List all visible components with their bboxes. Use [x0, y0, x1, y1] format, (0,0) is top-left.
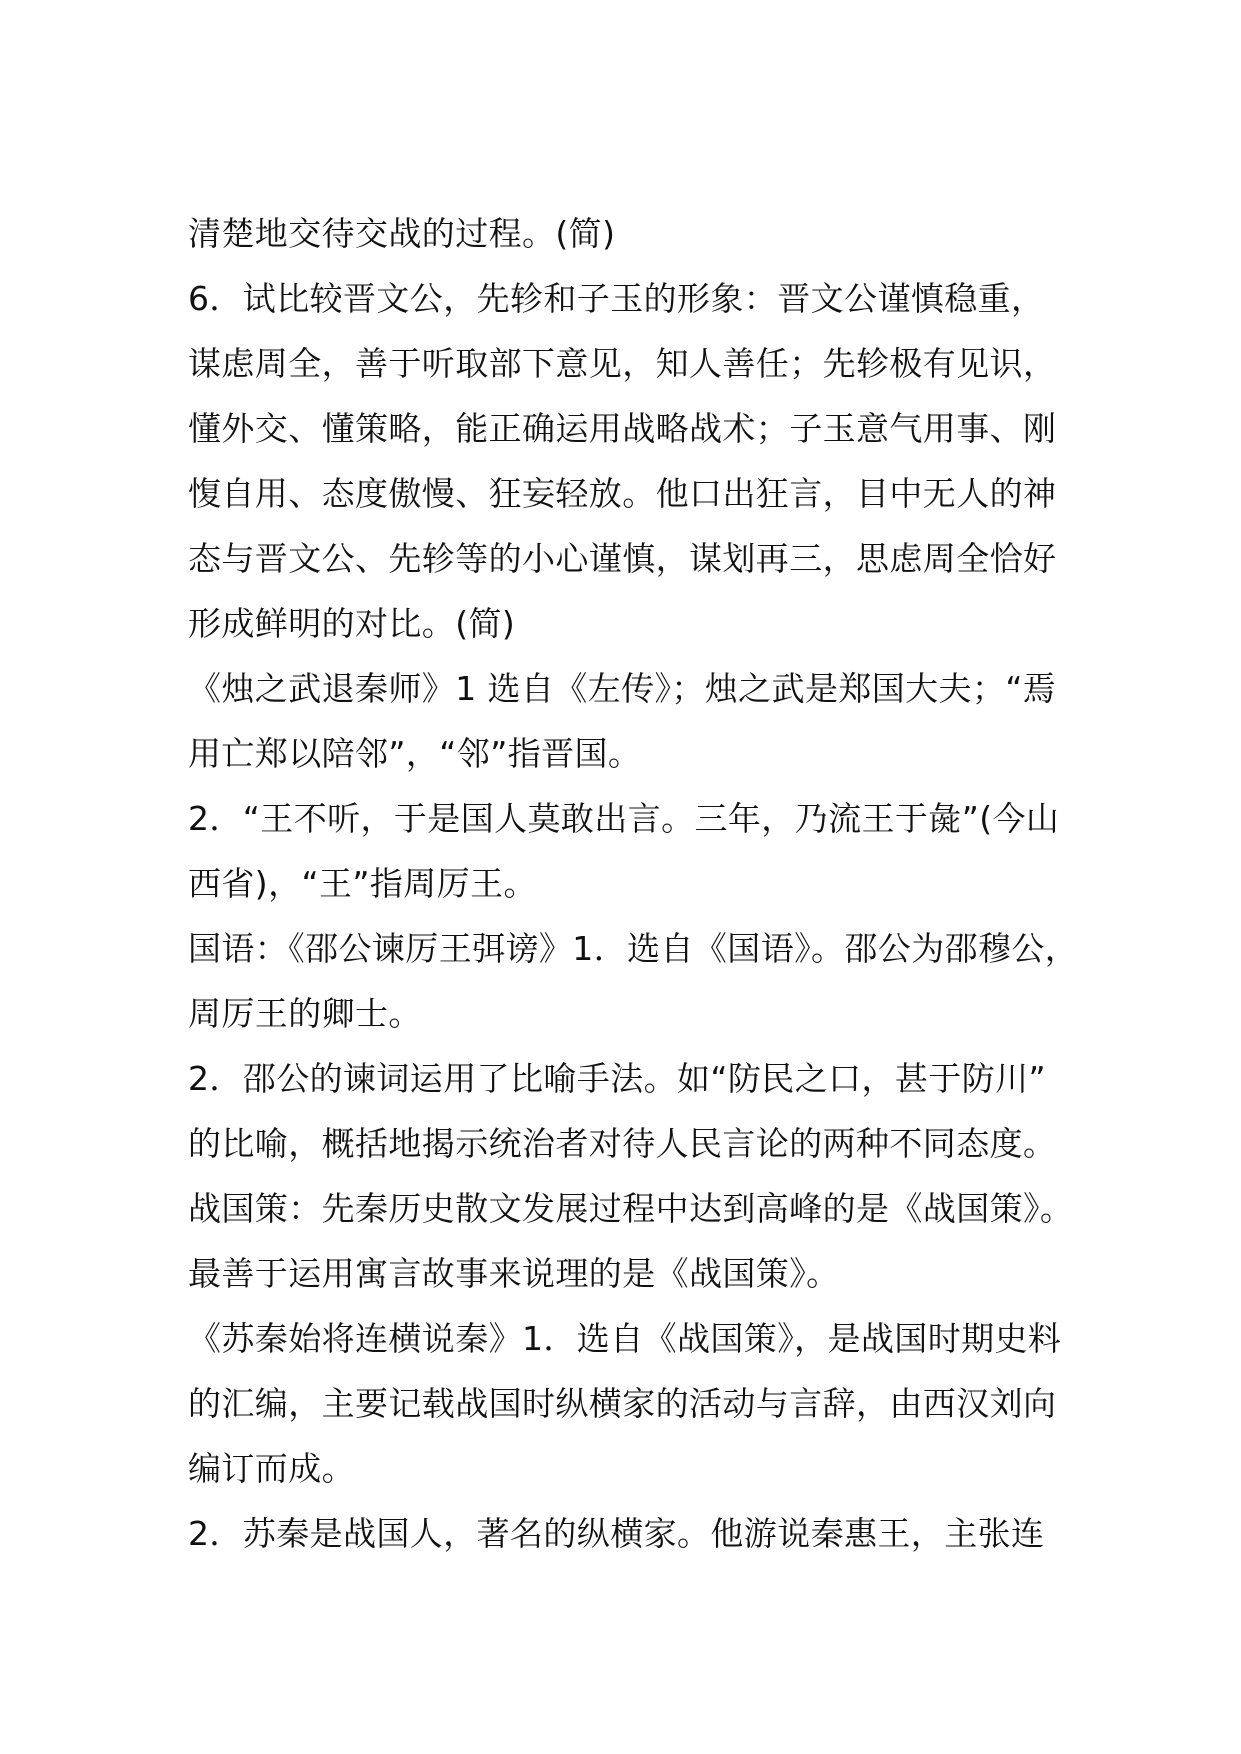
text-line: 周厉王的卿士。: [188, 994, 422, 1033]
text-line: 清楚地交待交战的过程。(简): [188, 214, 616, 253]
text-line: 国语：《邵公谏厉王弭谤》1．选自《国语》。邵公为邵穆公，: [188, 929, 1079, 968]
text-line: 的汇编，主要记载战国时纵横家的活动与言辞，由西汉刘向: [188, 1384, 1057, 1423]
text-line: 编订而成。: [188, 1449, 355, 1488]
text-line: 懂外交、懂策略，能正确运用战略战术；子玉意气用事、刚: [188, 409, 1057, 448]
body-text: [188, 201, 1079, 1566]
text-line: 2．“王不听，于是国人莫敢出言。三年，乃流王于彘”(今山: [188, 799, 1060, 838]
text-line: 最善于运用寓言故事来说理的是《战国策》。: [188, 1254, 840, 1293]
text-line: 《苏秦始将连横说秦》1．选自《战国策》，是战国时期史料: [188, 1319, 1062, 1358]
text-line: 的比喻，概括地揭示统治者对待人民言论的两种不同态度。: [188, 1124, 1057, 1163]
text-line: 战国策：先秦历史散文发展过程中达到高峰的是《战国策》。: [188, 1189, 1074, 1228]
text-line: 态与晋文公、先轸等的小心谨慎，谋划再三，思虑周全恰好: [188, 539, 1057, 578]
text-line: 2．邵公的谏词运用了比喻手法。如“防民之口，甚于防川”: [188, 1059, 1046, 1098]
text-line: 形成鲜明的对比。(简): [188, 604, 516, 643]
text-line: 2．苏秦是战国人，著名的纵横家。他游说秦惠王，主张连: [188, 1514, 1045, 1553]
text-line: 西省)，“王”指周厉王。: [188, 864, 537, 903]
text-line: 愎自用、态度傲慢、狂妄轻放。他口出狂言，目中无人的神: [188, 474, 1057, 513]
text-line: 《烛之武退秦师》1 选自《左传》；烛之武是郑国大夫；“焉: [188, 669, 1057, 708]
text-line: 谋虑周全，善于听取部下意见，知人善任；先轸极有见识，: [188, 344, 1057, 383]
text-line: 用亡郑以陪邻”，“邻”指晋国。: [188, 734, 642, 773]
text-line: 6．试比较晋文公，先轸和子玉的形象：晋文公谨慎稳重，: [188, 279, 1045, 318]
